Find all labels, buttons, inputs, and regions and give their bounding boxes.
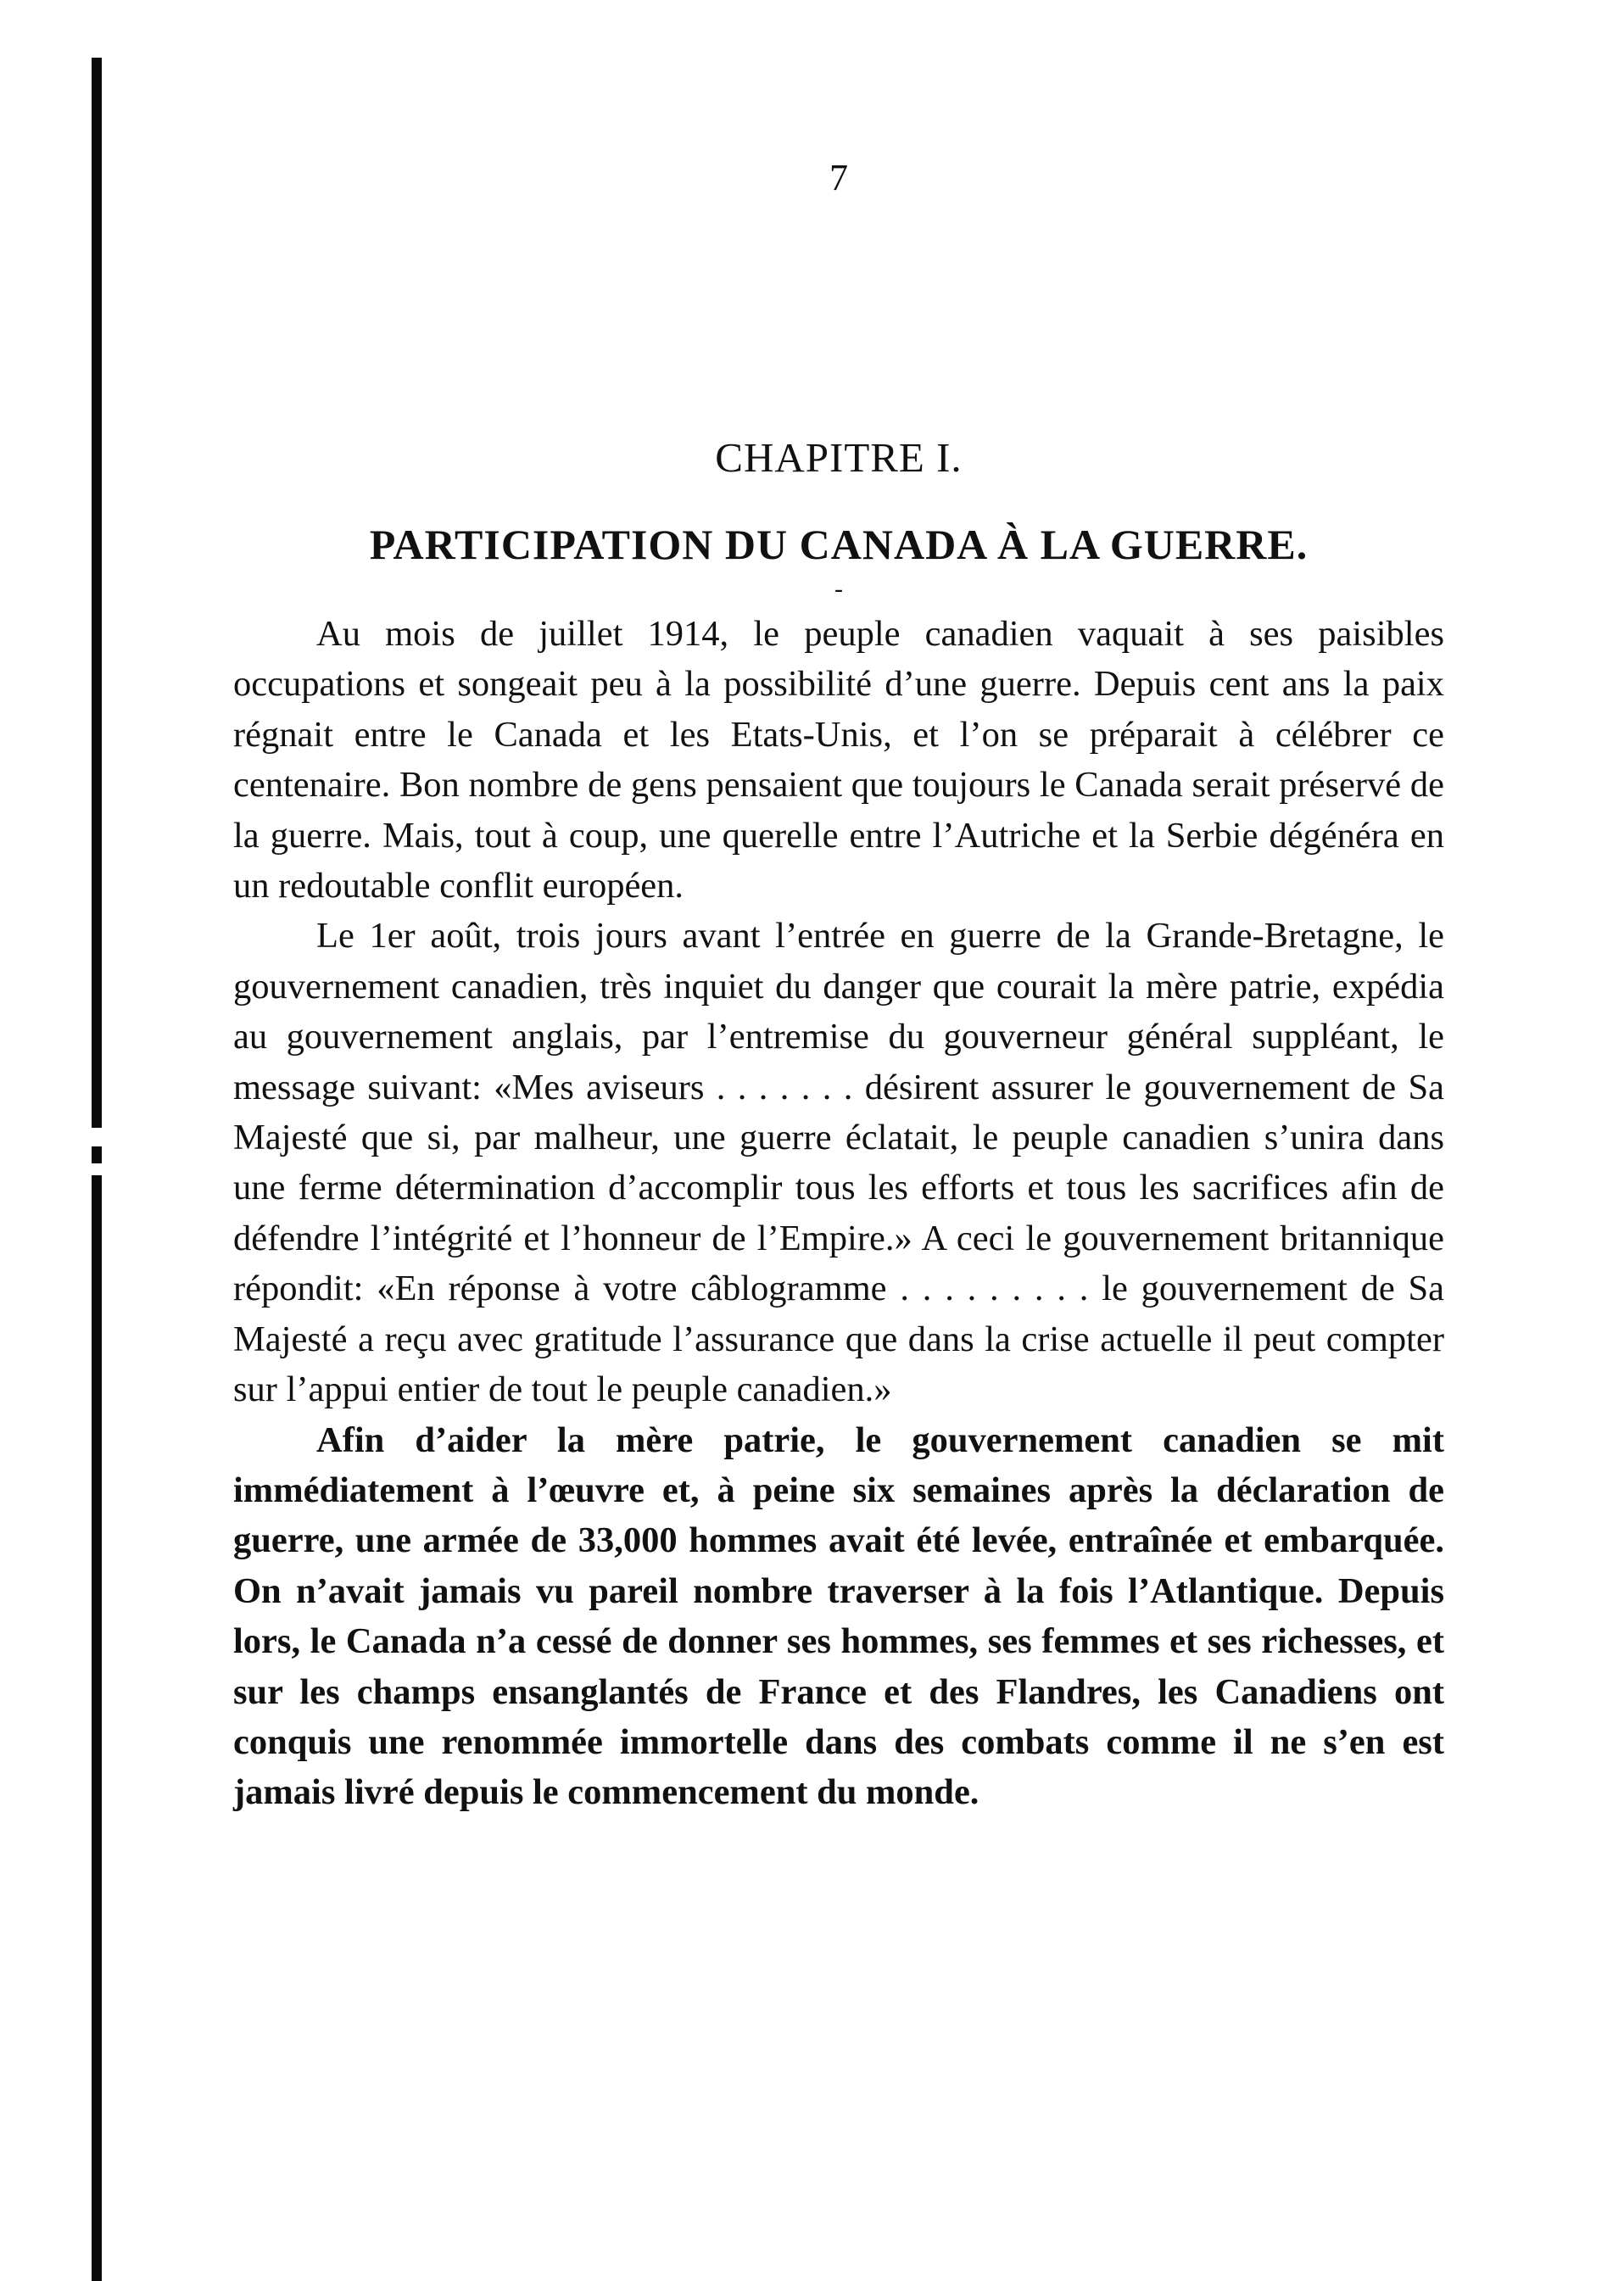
title-separator: -: [834, 575, 843, 603]
page-number: 7: [829, 157, 848, 198]
scan-edge-gap: [88, 1163, 105, 1175]
chapter-title: PARTICIPATION DU CANADA À LA GUERRE.: [369, 521, 1309, 568]
paragraph: Le 1er août, trois jours avant l’entrée en guerre de la Grande-Bretagne, le gouvernement canadien, très inquiet du danger que courait la mère patrie, expédia au gouvernement anglais, par l’entremise du gouverneur général suppléant, le message suivant: «Mes aviseurs . . . . . . . désirent assurer le gouvernement de Sa Majesté que si, par malheur, une guerre éclatait, le peuple canadien s’unira dans une ferme détermination d’accomplir tous les efforts et tous les sacrifices afin de défendre l’intégrité et l’honneur de l’Empire.» A ceci le gouvernement britannique répondit: «En réponse à votre câblogramme . . . . . . . . . le gouvernement de Sa Majesté a reçu avec gratitude l’assurance que dans la crise actuelle il peut compter sur l’appui entier de tout le peuple canadien.»: [233, 916, 1444, 1410]
paragraph: Afin d’aider la mère patrie, le gouvernement canadien se mit immédiatement à l’œuvre et, à peine six semaines après la déclaration de guerre, une armée de 33,000 hommes avait été levée, entraînée et embarquée. On n’avait jamais vu pareil nombre traverser à la fois l’Atlantique. Depuis lors, le Canada n’a cessé de donner ses hommes, ses femmes et ses richesses, et sur les champs ensanglantés de France et des Flandres, les Canadiens ont conquis une renommée immortelle dans des combats comme il ne s’en est jamais livré depuis le commencement du monde.: [233, 1419, 1444, 1813]
chapter-label: CHAPITRE I.: [715, 434, 963, 481]
paragraph: Au mois de juillet 1914, le peuple canadien vaquait à ses paisibles occupations et songeait peu à la possibilité d’une guerre. Depuis cent ans la paix régnait entre le Canada et les Etats-Unis, et l’on se préparait à célébrer ce centenaire. Bon nombre de gens pensaient que toujours le Canada serait préservé de la guerre. Mais, tout à coup, une querelle entre l’Autriche et la Serbie dégénéra en un redoutable conflit européen.: [233, 614, 1444, 906]
scan-edge-gap: [88, 1128, 105, 1146]
book-page: [233, 153, 1444, 1818]
